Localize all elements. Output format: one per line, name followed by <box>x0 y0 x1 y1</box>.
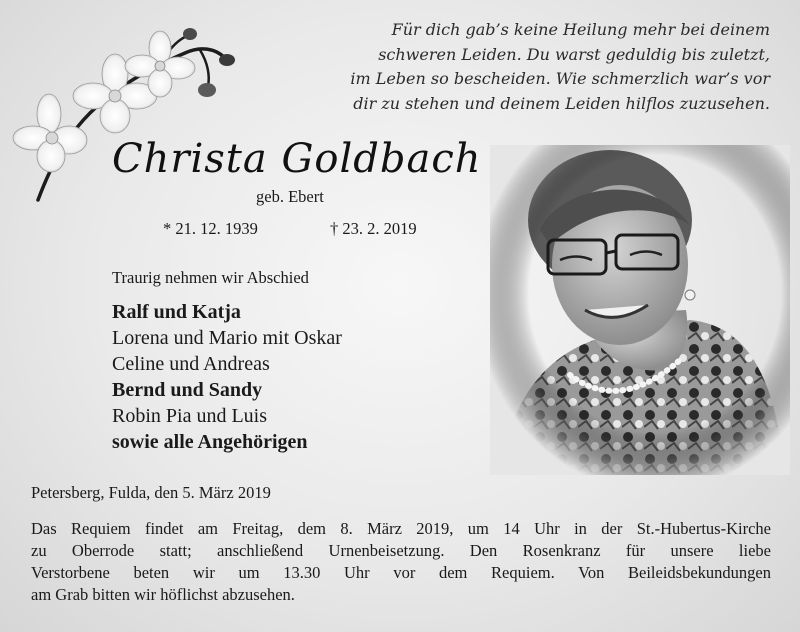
place-and-date: Petersberg, Fulda, den 5. März 2019 <box>31 483 271 502</box>
notice-line: am Grab bitten wir höflichst abzusehen. <box>31 585 295 604</box>
mourner-entry: Robin Pia und Luis <box>112 405 268 427</box>
poem-line: schweren Leiden. Du warst geduldig bis zuletzt, <box>378 44 770 64</box>
notice-line: Verstorbene beten wir um 13.30 Uhr vor dem Requiem. Von Beileidsbekundungen <box>31 563 771 582</box>
deceased-name: Christa Goldbach <box>112 136 482 182</box>
notice-line: Das Requiem findet am Freitag, dem 8. März 2019, um 14 Uhr in der St.-Hubertus-Kirche <box>31 519 771 538</box>
poem-line: Für dich gab’s keine Heilung mehr bei deinem <box>391 20 770 39</box>
birth-date: * 21. 12. 1939 <box>163 219 258 238</box>
service-notice <box>31 518 771 606</box>
poem-line: dir zu stehen und deinem Leiden hilflos zuzusehen. <box>353 93 770 113</box>
portrait-photo <box>490 145 790 475</box>
mourner-entry: Ralf und Katja <box>112 301 241 323</box>
death-date: † 23. 2. 2019 <box>330 219 417 238</box>
mourners-list <box>112 299 342 455</box>
poem-line: im Leben so bescheiden. Wie schmerzlich war’s vor <box>350 69 770 88</box>
farewell-intro: Traurig nehmen wir Abschied <box>112 268 309 287</box>
mourner-entry: Bernd und Sandy <box>112 379 263 401</box>
mourner-entry: sowie alle Angehörigen <box>112 431 308 453</box>
poem-verse <box>250 18 770 116</box>
mourner-entry: Celine und Andreas <box>112 353 270 375</box>
notice-line: zu Oberrode statt; anschließend Urnenbeisetzung. Den Rosenkranz für unsere liebe <box>31 541 771 560</box>
maiden-name: geb. Ebert <box>256 187 324 206</box>
mourner-entry: Lorena und Mario mit Oskar <box>112 327 342 349</box>
